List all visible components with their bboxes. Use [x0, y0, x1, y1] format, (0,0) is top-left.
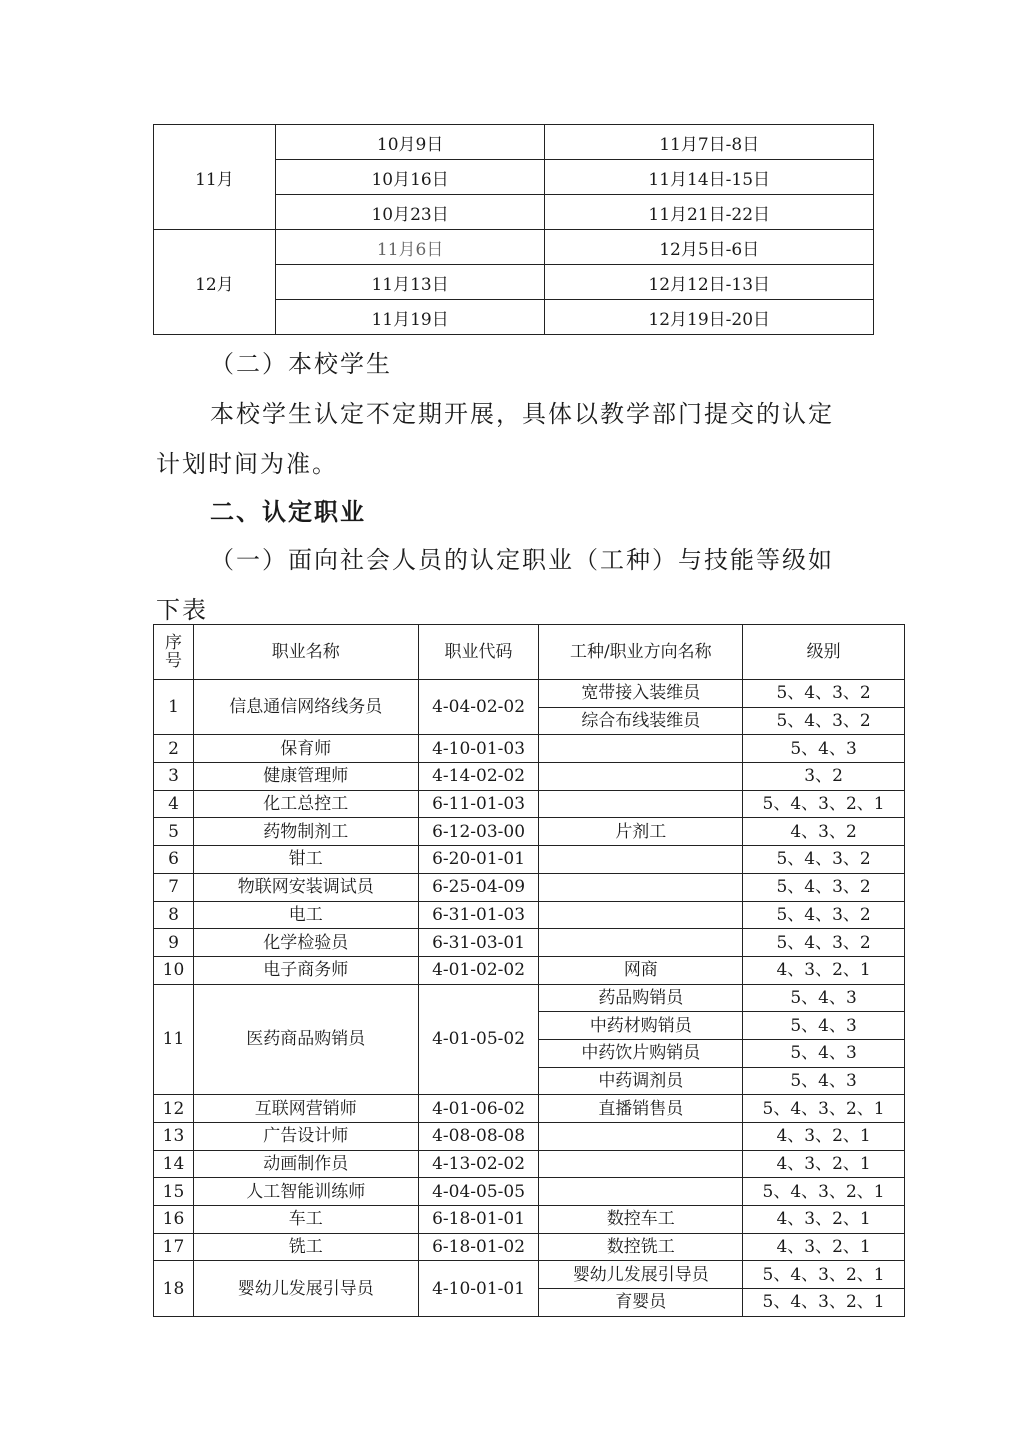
row-number: 5 — [154, 818, 194, 846]
skill-levels: 5、4、3、2、1 — [743, 1261, 905, 1289]
occupation-name: 医药商品购销员 — [193, 984, 418, 1095]
occupations-intro-line2: 下表 — [156, 596, 208, 624]
skill-levels: 5、4、3、2 — [743, 680, 905, 708]
schedule-exam-date: 11月7日-8日 — [545, 125, 874, 160]
table-row — [154, 1150, 905, 1178]
occupation-track: 中药饮片购销员 — [539, 1039, 743, 1067]
skill-levels: 5、4、3 — [743, 735, 905, 763]
table-row — [154, 1123, 905, 1151]
occupation-track: 宽带接入装维员 — [539, 680, 743, 708]
row-number: 13 — [154, 1123, 194, 1151]
header-code: 职业代码 — [418, 625, 539, 680]
schedule-apply-date: 11月6日 — [275, 230, 545, 265]
row-number: 16 — [154, 1206, 194, 1234]
occupation-track — [539, 735, 743, 763]
students-heading: （二）本校学生 — [210, 350, 392, 378]
occupation-name: 电子商务师 — [193, 956, 418, 984]
occupation-code: 6-31-01-03 — [418, 901, 539, 929]
row-number: 15 — [154, 1178, 194, 1206]
occupation-name: 车工 — [193, 1206, 418, 1234]
table-row — [154, 680, 905, 708]
occupation-track: 育婴员 — [539, 1289, 743, 1317]
table-row — [154, 984, 905, 1012]
schedule-month: 12月 — [154, 230, 276, 335]
occupation-track: 综合布线装维员 — [539, 707, 743, 735]
skill-levels: 5、4、3、2、1 — [743, 1095, 905, 1123]
skill-levels: 5、4、3 — [743, 1067, 905, 1095]
skill-levels: 4、3、2、1 — [743, 956, 905, 984]
occupation-code: 4-13-02-02 — [418, 1150, 539, 1178]
header-name: 职业名称 — [193, 625, 418, 680]
occupation-name: 物联网安装调试员 — [193, 873, 418, 901]
schedule-exam-date: 11月14日-15日 — [545, 160, 874, 195]
table-row — [154, 1095, 905, 1123]
occupation-track: 网商 — [539, 956, 743, 984]
occupation-track: 中药材购销员 — [539, 1012, 743, 1040]
schedule-apply-date: 10月16日 — [275, 160, 545, 195]
occupation-code: 4-14-02-02 — [418, 763, 539, 791]
schedule-month: 11月 — [154, 125, 276, 230]
occupation-name: 婴幼儿发展引导员 — [193, 1261, 418, 1316]
skill-levels: 5、4、3 — [743, 1012, 905, 1040]
skill-levels: 5、4、3、2 — [743, 873, 905, 901]
row-number: 10 — [154, 956, 194, 984]
exam-schedule-table — [153, 124, 874, 335]
occupation-code: 6-25-04-09 — [418, 873, 539, 901]
row-number: 2 — [154, 735, 194, 763]
occupation-code: 4-08-08-08 — [418, 1123, 539, 1151]
row-number: 3 — [154, 763, 194, 791]
occupation-code: 4-04-02-02 — [418, 680, 539, 735]
skill-levels: 4、3、2、1 — [743, 1233, 905, 1261]
header-level: 级别 — [743, 625, 905, 680]
skill-levels: 5、4、3、2、1 — [743, 1289, 905, 1317]
occupation-track — [539, 790, 743, 818]
skill-levels: 5、4、3、2、1 — [743, 790, 905, 818]
occupations-intro-line1: （一）面向社会人员的认定职业（工种）与技能等级如 — [210, 546, 834, 574]
row-number: 6 — [154, 846, 194, 874]
occupation-name: 化学检验员 — [193, 929, 418, 957]
header-track: 工种/职业方向名称 — [539, 625, 743, 680]
row-number: 11 — [154, 984, 194, 1095]
occupation-name: 化工总控工 — [193, 790, 418, 818]
skill-levels: 3、2 — [743, 763, 905, 791]
schedule-row — [154, 230, 874, 265]
table-row — [154, 763, 905, 791]
schedule-exam-date: 12月19日-20日 — [545, 300, 874, 335]
students-body-line1: 本校学生认定不定期开展，具体以教学部门提交的认定 — [210, 400, 834, 428]
occupation-name: 动画制作员 — [193, 1150, 418, 1178]
occupation-code: 4-10-01-01 — [418, 1261, 539, 1316]
occupation-track — [539, 846, 743, 874]
skill-levels: 4、3、2 — [743, 818, 905, 846]
schedule-exam-date: 12月12日-13日 — [545, 265, 874, 300]
table-row — [154, 1261, 905, 1289]
occupation-code: 6-31-03-01 — [418, 929, 539, 957]
students-body-line2: 计划时间为准。 — [156, 450, 338, 478]
occupation-track — [539, 1123, 743, 1151]
row-number: 9 — [154, 929, 194, 957]
table-row — [154, 790, 905, 818]
row-number: 18 — [154, 1261, 194, 1316]
occupation-name: 钳工 — [193, 846, 418, 874]
occupation-track: 药品购销员 — [539, 984, 743, 1012]
row-number: 8 — [154, 901, 194, 929]
skill-levels: 5、4、3、2、1 — [743, 1178, 905, 1206]
occupation-track: 片剂工 — [539, 818, 743, 846]
occupation-name: 健康管理师 — [193, 763, 418, 791]
skill-levels: 4、3、2、1 — [743, 1150, 905, 1178]
table-row — [154, 873, 905, 901]
schedule-exam-date: 12月5日-6日 — [545, 230, 874, 265]
occupation-code: 6-20-01-01 — [418, 846, 539, 874]
schedule-apply-date: 10月23日 — [275, 195, 545, 230]
row-number: 4 — [154, 790, 194, 818]
occupation-track: 数控车工 — [539, 1206, 743, 1234]
schedule-row — [154, 125, 874, 160]
occupation-name: 广告设计师 — [193, 1123, 418, 1151]
schedule-apply-date: 11月19日 — [275, 300, 545, 335]
table-row — [154, 1178, 905, 1206]
table-row — [154, 901, 905, 929]
exam-schedule-body — [154, 125, 874, 335]
table-row — [154, 929, 905, 957]
occupation-code: 4-01-06-02 — [418, 1095, 539, 1123]
table-row — [154, 818, 905, 846]
occupation-track — [539, 763, 743, 791]
occupation-table-header — [154, 625, 905, 680]
skill-levels: 5、4、3、2 — [743, 846, 905, 874]
header-no: 序 号 — [154, 625, 194, 680]
table-row — [154, 735, 905, 763]
table-row — [154, 956, 905, 984]
schedule-apply-date: 10月9日 — [275, 125, 545, 160]
occupation-name: 信息通信网络线务员 — [193, 680, 418, 735]
occupation-name: 人工智能训练师 — [193, 1178, 418, 1206]
occupation-code: 6-18-01-01 — [418, 1206, 539, 1234]
schedule-exam-date: 11月21日-22日 — [545, 195, 874, 230]
occupation-track — [539, 1150, 743, 1178]
occupation-name: 铣工 — [193, 1233, 418, 1261]
skill-levels: 5、4、3、2 — [743, 929, 905, 957]
schedule-apply-date: 11月13日 — [275, 265, 545, 300]
occupation-table — [153, 624, 905, 1317]
occupation-code: 4-01-05-02 — [418, 984, 539, 1095]
occupation-track: 婴幼儿发展引导员 — [539, 1261, 743, 1289]
skill-levels: 5、4、3 — [743, 984, 905, 1012]
row-number: 1 — [154, 680, 194, 735]
skill-levels: 5、4、3、2 — [743, 901, 905, 929]
occupation-track: 中药调剂员 — [539, 1067, 743, 1095]
occupation-name: 药物制剂工 — [193, 818, 418, 846]
occupation-name: 保育师 — [193, 735, 418, 763]
occupations-heading: 二、认定职业 — [210, 498, 366, 526]
occupation-track — [539, 929, 743, 957]
row-number: 14 — [154, 1150, 194, 1178]
occupation-code: 4-10-01-03 — [418, 735, 539, 763]
occupation-track — [539, 873, 743, 901]
occupation-track — [539, 1178, 743, 1206]
skill-levels: 4、3、2、1 — [743, 1206, 905, 1234]
occupation-code: 6-11-01-03 — [418, 790, 539, 818]
occupation-name: 电工 — [193, 901, 418, 929]
row-number: 12 — [154, 1095, 194, 1123]
occupation-track: 直播销售员 — [539, 1095, 743, 1123]
skill-levels: 5、4、3 — [743, 1039, 905, 1067]
occupation-code: 4-04-05-05 — [418, 1178, 539, 1206]
occupation-code: 6-18-01-02 — [418, 1233, 539, 1261]
row-number: 17 — [154, 1233, 194, 1261]
occupation-track — [539, 901, 743, 929]
skill-levels: 4、3、2、1 — [743, 1123, 905, 1151]
row-number: 7 — [154, 873, 194, 901]
occupation-table-body — [154, 680, 905, 1317]
occupation-name: 互联网营销师 — [193, 1095, 418, 1123]
occupation-code: 4-01-02-02 — [418, 956, 539, 984]
skill-levels: 5、4、3、2 — [743, 707, 905, 735]
occupation-track: 数控铣工 — [539, 1233, 743, 1261]
occupation-code: 6-12-03-00 — [418, 818, 539, 846]
table-row — [154, 846, 905, 874]
table-row — [154, 1233, 905, 1261]
table-row — [154, 1206, 905, 1234]
